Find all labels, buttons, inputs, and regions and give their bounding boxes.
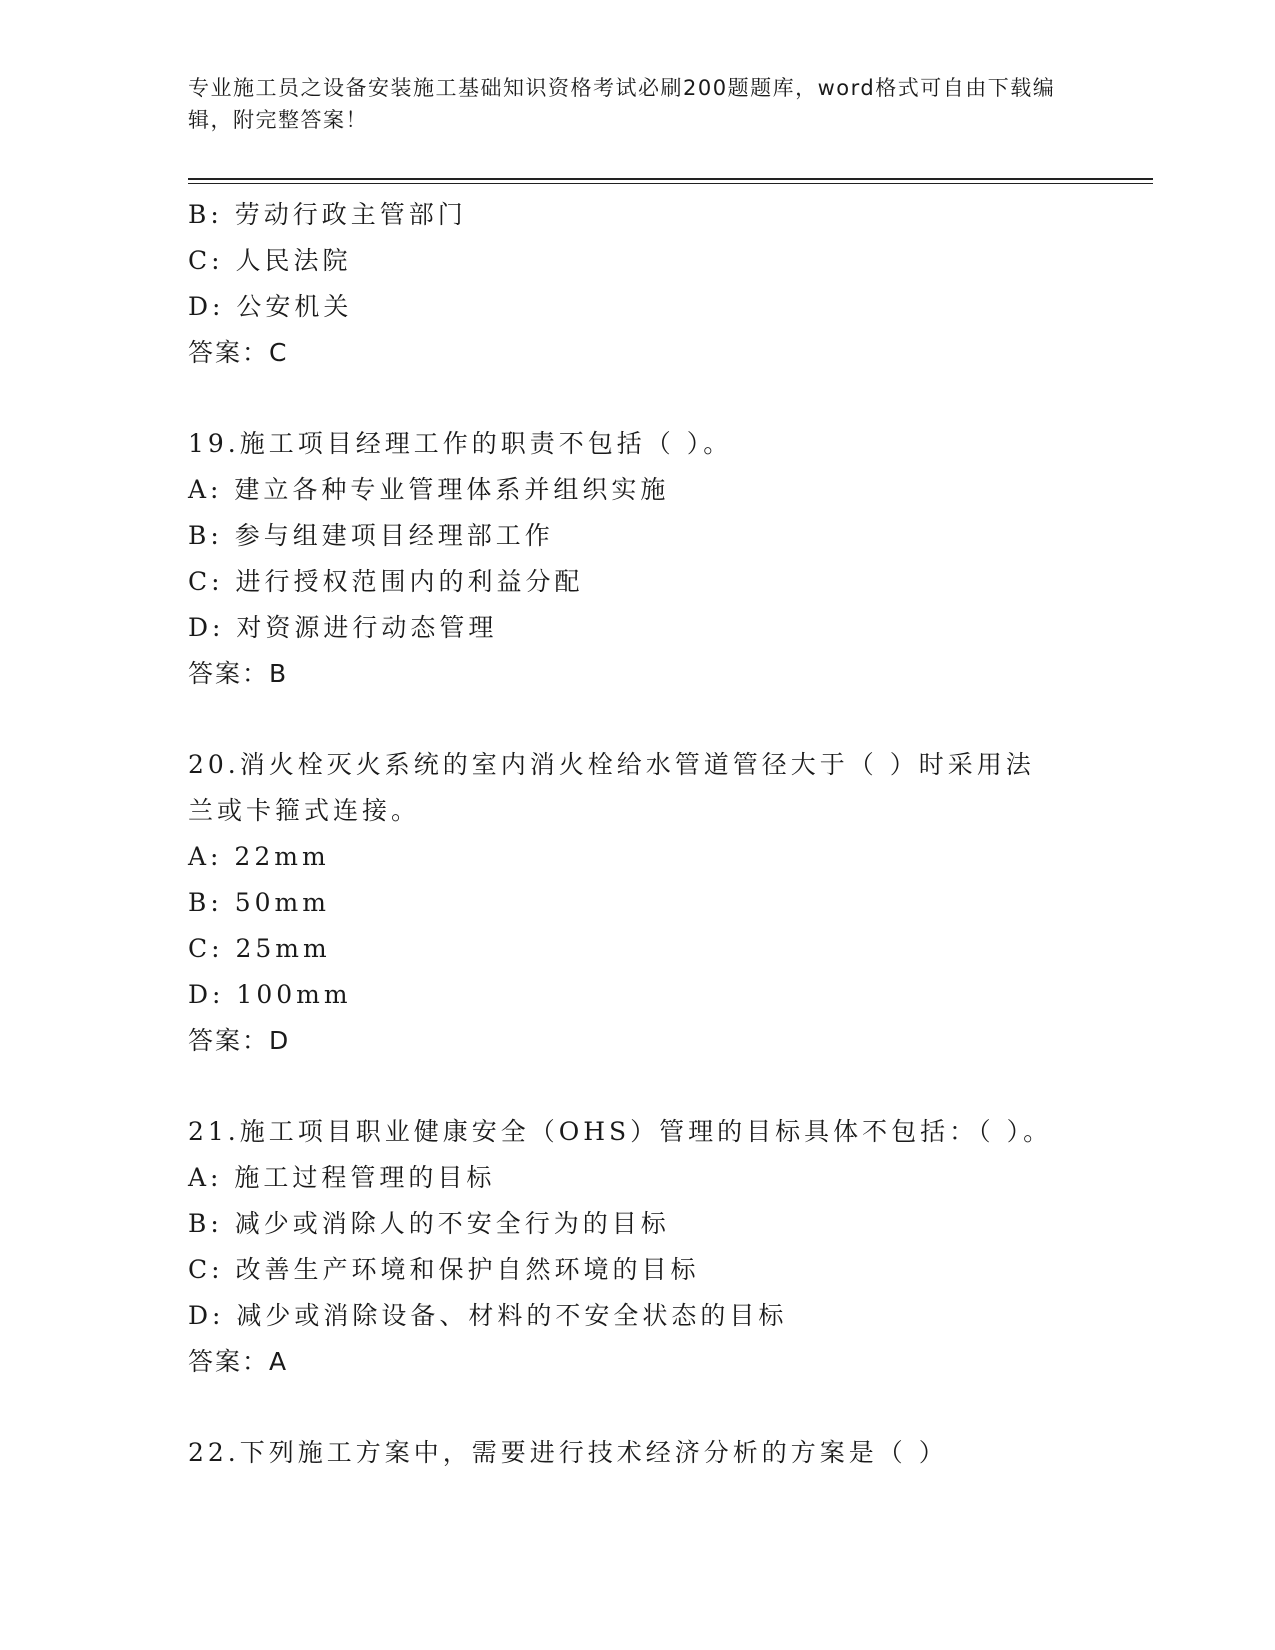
answer-line: 答案：D	[188, 1026, 291, 1055]
document-body	[188, 192, 1088, 1476]
question-stem: 22.下列施工方案中，需要进行技术经济分析的方案是（ ）	[188, 1438, 948, 1467]
option-d: D: 减少或消除设备、材料的不安全状态的目标	[188, 1301, 788, 1330]
spacer	[188, 1385, 1088, 1430]
question-20	[188, 742, 1088, 1064]
question-stem: 20.消火栓灭火系统的室内消火栓给水管道管径大于（ ）时采用法兰或卡箍式连接。	[188, 750, 1035, 825]
header-rule-thick	[188, 178, 1153, 180]
option-b: B: 参与组建项目经理部工作	[188, 521, 554, 550]
option-b: B: 劳动行政主管部门	[188, 200, 467, 229]
option-d: D: 公安机关	[188, 292, 353, 321]
question-stem: 21.施工项目职业健康安全（OHS）管理的目标具体不包括：（ ）。	[188, 1117, 1053, 1146]
option-c: C: 改善生产环境和保护自然环境的目标	[188, 1255, 700, 1284]
option-a: A: 施工过程管理的目标	[188, 1163, 496, 1192]
option-b: B: 50mm	[188, 888, 330, 917]
spacer	[188, 376, 1088, 421]
answer-line: 答案：C	[188, 338, 289, 367]
option-a: A: 建立各种专业管理体系并组织实施	[188, 475, 670, 504]
option-b: B: 减少或消除人的不安全行为的目标	[188, 1209, 670, 1238]
option-c: C: 进行授权范围内的利益分配	[188, 567, 584, 596]
option-d: D: 对资源进行动态管理	[188, 613, 498, 642]
option-c: C: 25mm	[188, 934, 331, 963]
answer-line: 答案：A	[188, 1347, 289, 1376]
spacer	[188, 697, 1088, 742]
spacer	[188, 1064, 1088, 1109]
option-a: A: 22mm	[188, 842, 330, 871]
header-rule-thin	[188, 183, 1153, 184]
question-19	[188, 421, 1088, 697]
option-d: D: 100mm	[188, 980, 352, 1009]
question-22	[188, 1430, 1088, 1476]
question-21	[188, 1109, 1088, 1385]
document-header: 专业施工员之设备安装施工基础知识资格考试必刷200题题库，word格式可自由下载编辑，附完整答案！	[188, 76, 1056, 132]
option-c: C: 人民法院	[188, 246, 352, 275]
question-stem: 19.施工项目经理工作的职责不包括（ ）。	[188, 429, 733, 458]
question-18-continuation	[188, 192, 1088, 376]
answer-line: 答案：B	[188, 659, 289, 688]
